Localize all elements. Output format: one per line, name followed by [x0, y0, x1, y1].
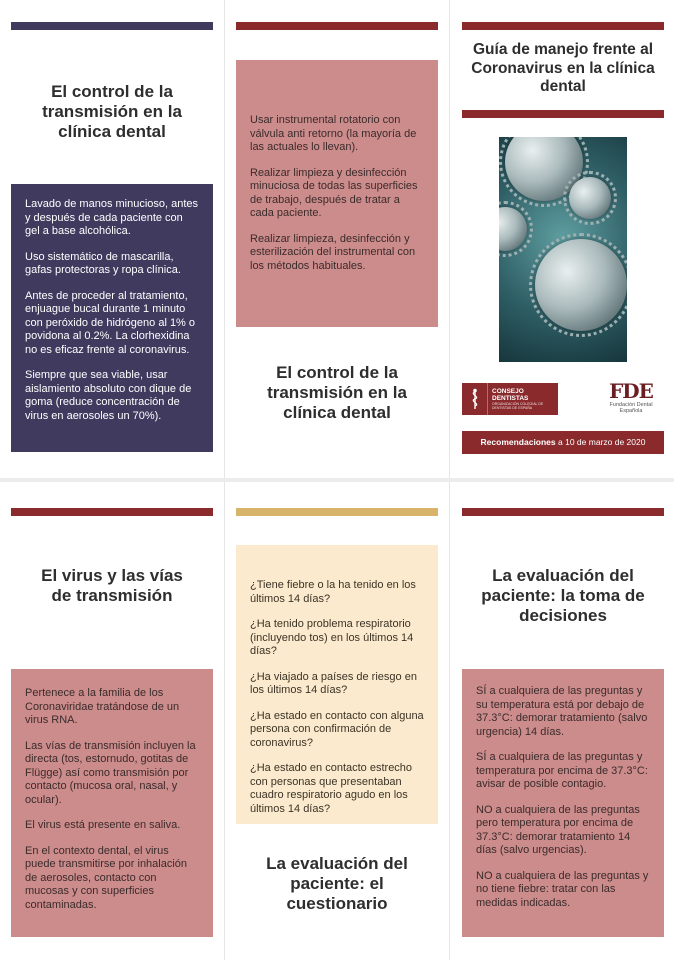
fold-line — [449, 482, 450, 960]
list-item: Usar instrumental rotatorio con válvula anti retorno (la mayoría de las actuales lo llevan). — [250, 114, 417, 153]
question-item: ¿Tiene fiebre o la ha tenido en los últimos 14 días? — [250, 579, 416, 605]
panel-title: El virus y las vías de transmisión — [41, 566, 183, 605]
tooth-caduceus-icon — [462, 383, 488, 415]
list-item: Pertenece a la familia de los Coronaviridae tratándose de un virus RNA. — [25, 687, 180, 726]
panel-top-bar — [11, 22, 213, 30]
instrument-box — [236, 60, 438, 327]
questionnaire-box — [236, 545, 438, 824]
list-item: NO a cualquiera de las preguntas y no tiene fiebre: tratar con las medidas indicadas. — [476, 869, 649, 909]
list-item: Lavado de manos minucioso, antes y después de cada paciente con gel a base alcohólica. — [25, 198, 199, 237]
virus-particle — [569, 177, 611, 219]
list-item: En el contexto dental, el virus puede transmitirse por inhalación de aerosoles, contacto con mucosas y con superficies contaminadas. — [25, 844, 188, 911]
list-item: SÍ a cualquiera de las preguntas y su temperatura está por debajo de 37.3°C: demorar tratamiento (salvo urgencia) 14 días. — [476, 685, 648, 738]
fold-line — [449, 0, 450, 478]
logo-right-main: FDE — [609, 379, 653, 403]
decision-box — [462, 669, 664, 937]
coronavirus-illustration — [499, 137, 627, 362]
panel-top-bar — [462, 508, 664, 516]
recommendation-date: a 10 de marzo de 2020 — [555, 437, 646, 447]
logo-right-sub: Fundación Dental Española — [609, 402, 653, 414]
transmission-control-box — [11, 184, 213, 452]
panel-title: El control de la transmisión en la clínica dental — [267, 363, 407, 422]
fold-line — [224, 482, 225, 960]
list-item: NO a cualquiera de las preguntas pero temperatura por encima de 37.3°C: demorar tratamiento 14 días (salvo urgencias). — [476, 803, 640, 856]
list-item: Uso sistemático de mascarilla, gafas protectoras y ropa clínica. — [25, 250, 181, 276]
virus-info-box — [11, 669, 213, 937]
list-item: SÍ a cualquiera de las preguntas y temperatura por encima de 37.3°C: avisar de posible contagio. — [476, 751, 648, 790]
list-item: Las vías de transmisión incluyen la directa (tos, estornudo, gotitas de Flügge) así como transmisión por contacto (mucosa oral, nasal, y ocular). — [25, 739, 196, 806]
list-item: Realizar limpieza, desinfección y esterilización del instrumental con los métodos habituales. — [250, 232, 416, 272]
cover-divider — [462, 110, 664, 118]
brochure-inside — [0, 482, 674, 960]
question-item: ¿Ha tenido problema respiratorio (incluyendo tos) en los últimos 14 días? — [250, 618, 414, 657]
panel-title: La evaluación del paciente: la toma de decisiones — [481, 566, 645, 625]
question-item: ¿Ha estado en contacto estrecho con personas que presentaban cuadro respiratorio agudo en los últimos 14 días? — [250, 762, 413, 815]
virus-particle — [499, 207, 527, 251]
panel-top-bar — [236, 22, 438, 30]
logo-left-sub: ORGANIZACIÓN COLEGIAL DE DENTISTAS DE ESPAÑA — [492, 402, 544, 410]
list-item: Realizar limpieza y desinfección minuciosa de todas las superficies de trabajo, después de tratar a cada paciente. — [250, 166, 418, 219]
recommendation-banner — [462, 431, 664, 454]
consejo-dentistas-logo — [462, 383, 558, 415]
question-item: ¿Ha estado en contacto con alguna persona con confirmación de coronavirus? — [250, 709, 424, 749]
fold-line — [224, 0, 225, 478]
recommendation-label: Recomendaciones — [480, 437, 556, 447]
question-item: ¿Ha viajado a países de riesgo en los últimos 14 días? — [250, 670, 417, 696]
virus-particle — [535, 239, 627, 331]
panel-title: La evaluación del paciente: el cuestionario — [266, 854, 408, 913]
panel-top-bar — [236, 508, 438, 516]
panel-title: El control de la transmisión en la clínica dental — [42, 82, 182, 141]
list-item: Antes de proceder al tratamiento, enjuague bucal durante 1 minuto con peróxido de hidrógeno al 1% o povidona al 0.2%. La clorhexidina no es eficaz frente al coronavirus. — [25, 289, 196, 356]
panel-top-bar — [11, 508, 213, 516]
list-item: Siempre que sea viable, usar aislamiento absoluto con dique de goma (reduce concentración de virus en aerosoles un 70%). — [25, 369, 192, 422]
panel-top-bar — [462, 22, 664, 30]
fde-logo — [605, 380, 657, 418]
brochure-outside — [0, 0, 674, 478]
cover-title: Guía de manejo frente al Coronavirus en la clínica dental — [471, 41, 655, 95]
logo-left-main: CONSEJO DENTISTAS — [492, 388, 529, 402]
list-item: El virus está presente en saliva. — [25, 819, 181, 831]
